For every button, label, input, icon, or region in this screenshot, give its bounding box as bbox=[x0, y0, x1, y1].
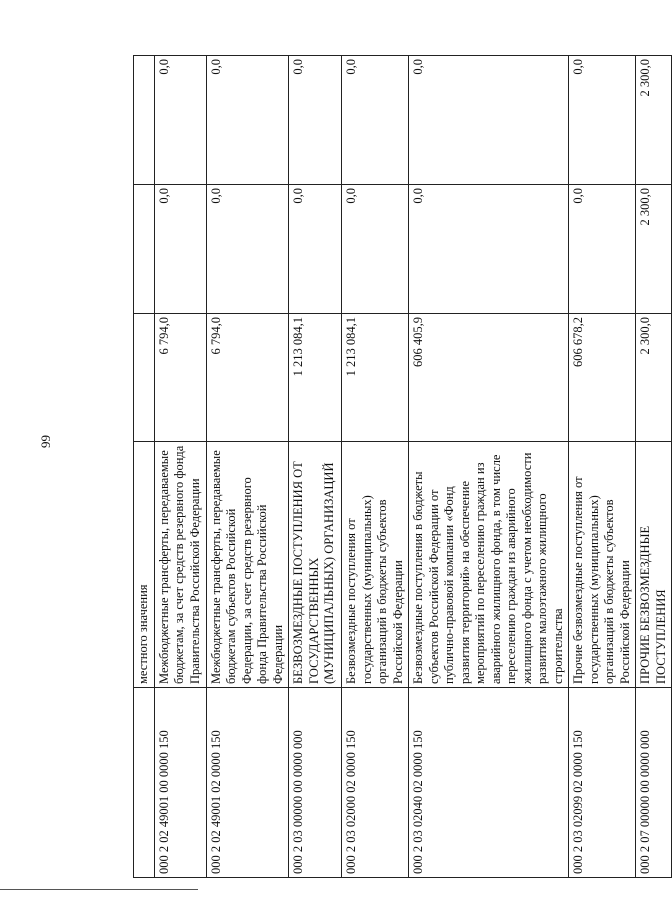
value-cell-1: 2 300,0 bbox=[636, 314, 672, 442]
value-cell-1: 6 794,0 bbox=[154, 314, 206, 442]
value-cell-3: 2 300,0 bbox=[636, 56, 672, 185]
value-cell-3: 0,0 bbox=[342, 56, 409, 185]
value-cell-1: 1 213 084,1 bbox=[342, 314, 409, 442]
table-row bbox=[342, 56, 409, 878]
revenue-name-cell: Безвозмездные поступления от государственных (муниципальных) организаций в бюджеты субъектов Российской Федерации bbox=[342, 442, 409, 688]
table-row bbox=[134, 56, 155, 878]
revenue-name-cell: местного значения bbox=[134, 442, 155, 688]
revenue-name-cell: Межбюджетные трансферты, передаваемые бюджетам, за счет средств резервного фонда Правительства Российской Федерации bbox=[154, 442, 206, 688]
budget-code-cell: 000 2 03 00000 00 0000 000 bbox=[289, 688, 342, 878]
value-cell-1 bbox=[134, 314, 155, 442]
value-cell-2: 2 300,0 bbox=[636, 185, 672, 314]
revenue-name-cell: Прочие безвозмездные поступления от государственных (муниципальных) организаций в бюджеты субъектов Российской Федерации bbox=[569, 442, 636, 688]
budget-code-cell: 000 2 07 00000 00 0000 000 bbox=[636, 688, 672, 878]
value-cell-2: 0,0 bbox=[289, 185, 342, 314]
value-cell-2: 0,0 bbox=[409, 185, 569, 314]
revenue-name-cell: ПРОЧИЕ БЕЗВОЗМЕЗДНЫЕ ПОСТУПЛЕНИЯ bbox=[636, 442, 672, 688]
value-cell-3: 0,0 bbox=[409, 56, 569, 185]
value-cell-1: 1 213 084,1 bbox=[289, 314, 342, 442]
budget-code-cell: 000 2 03 02040 02 0000 150 bbox=[409, 688, 569, 878]
table-row bbox=[409, 56, 569, 878]
value-cell-2: 0,0 bbox=[154, 185, 206, 314]
revenue-name-cell: БЕЗВОЗМЕЗДНЫЕ ПОСТУПЛЕНИЯ ОТ ГОСУДАРСТВЕННЫХ (МУНИЦИПАЛЬНЫХ) ОРГАНИЗАЦИЙ bbox=[289, 442, 342, 688]
value-cell-3 bbox=[134, 56, 155, 185]
value-cell-2: 0,0 bbox=[342, 185, 409, 314]
revenue-name-cell: Безвозмездные поступления в бюджеты субъектов Российской Федерации от публично-правовой компании «Фонд развития территорий» на обеспечение мероприятий по переселению граждан из аварийного жилищного фонда, в том числе переселению граждан из аварийного жилищного фонда с учетом необходимости развития малоэтажного жилищного строительства bbox=[409, 442, 569, 688]
budget-code-cell: 000 2 02 49001 02 0000 150 bbox=[206, 688, 289, 878]
table-row bbox=[569, 56, 636, 878]
value-cell-1: 606 405,9 bbox=[409, 314, 569, 442]
value-cell-3: 0,0 bbox=[569, 56, 636, 185]
table-row bbox=[206, 56, 289, 878]
budget-code-cell: 000 2 03 02000 02 0000 150 bbox=[342, 688, 409, 878]
revenue-name-cell: Межбюджетные трансферты, передаваемые бюджетам субъектов Российской Федерации, за счет средств резервного фонда Правительства Российской Федерации bbox=[206, 442, 289, 688]
budget-code-cell bbox=[134, 688, 155, 878]
value-cell-2: 0,0 bbox=[206, 185, 289, 314]
value-cell-1: 6 794,0 bbox=[206, 314, 289, 442]
value-cell-3: 0,0 bbox=[206, 56, 289, 185]
value-cell-3: 0,0 bbox=[289, 56, 342, 185]
table-row bbox=[154, 56, 206, 878]
budget-revenue-table bbox=[133, 55, 672, 878]
value-cell-3: 0,0 bbox=[154, 56, 206, 185]
budget-code-cell: 000 2 03 02099 02 0000 150 bbox=[569, 688, 636, 878]
rotated-page-content bbox=[133, 56, 668, 878]
value-cell-1: 606 678,2 bbox=[569, 314, 636, 442]
footer-divider bbox=[0, 889, 198, 890]
table-row bbox=[289, 56, 342, 878]
page-number: 99 bbox=[38, 435, 53, 448]
budget-code-cell: 000 2 02 49001 00 0000 150 bbox=[154, 688, 206, 878]
table-row bbox=[636, 56, 672, 878]
value-cell-2: 0,0 bbox=[569, 185, 636, 314]
value-cell-2 bbox=[134, 185, 155, 314]
